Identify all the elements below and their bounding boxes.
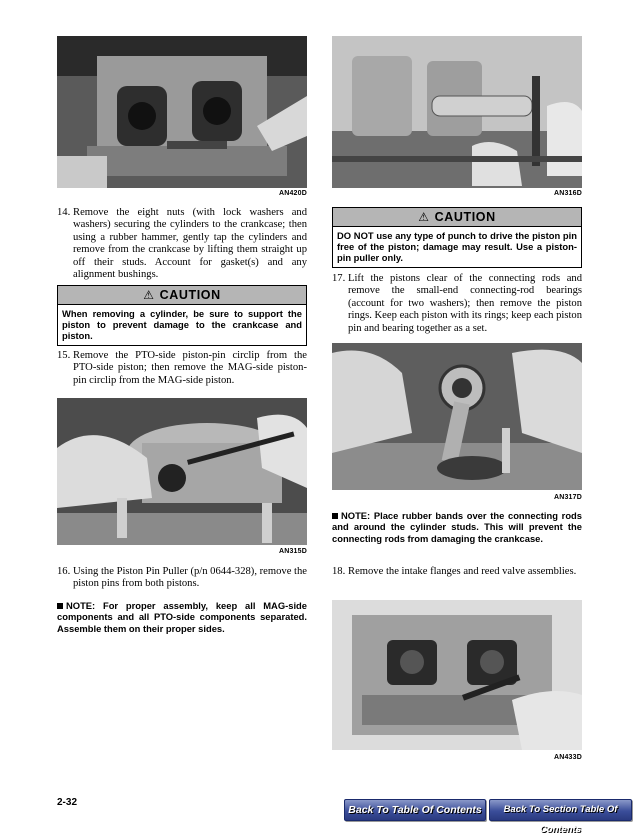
photo-connecting-rod [332, 343, 582, 490]
step-17 [332, 273, 582, 335]
note-text: NOTE: For proper assembly, keep all MAG-side components and all PTO-side components separated. Assemble them on their proper sides. [57, 600, 307, 634]
step-text: Lift the pistons clear of the connecting rods and remove the small-end connecting-rod bearings (account for two washers); then remove the piston rings. Keep each piston with its rings; keep each piston pin and bearing together as a set. [348, 273, 582, 334]
step-number: 14. [57, 207, 71, 218]
note-bullet-icon [332, 513, 338, 519]
note-text: NOTE: Place rubber bands over the connecting rods and around the cylinder studs. This will prevent the connecting rods from damaging the crankcase. [332, 510, 582, 544]
photo-intake-flanges [332, 600, 582, 750]
circlip-photo-drawing [57, 398, 307, 545]
caution-header [333, 208, 581, 227]
photo-circlip-removal [57, 398, 307, 545]
note-assembly [57, 600, 307, 634]
figure-label-an433d: AN433D [553, 754, 582, 761]
step-16 [57, 566, 307, 591]
engine-photo-drawing [57, 36, 307, 188]
note-bullet-icon [57, 603, 63, 609]
puller-photo-drawing [332, 36, 582, 188]
page-number: 2-32 [57, 797, 78, 808]
rod-photo-drawing [332, 343, 582, 490]
figure-label-an420d: AN420D [278, 190, 307, 197]
photo-cylinder-nuts [57, 36, 307, 188]
photo-piston-pin-puller [332, 36, 582, 188]
caution-header [58, 286, 306, 305]
caution-title: CAUTION [434, 210, 496, 224]
back-to-toc-button[interactable]: Back To Table Of Contents [344, 799, 486, 821]
step-text: Remove the intake flanges and reed valve assemblies. [348, 566, 577, 577]
caution-title: CAUTION [159, 288, 221, 302]
step-text: Remove the eight nuts (with lock washers and washers) securing the cylinders to the crankcase; then using a rubber hammer, gently tap the cylinders and remove from the crankcase by lifting them straight up off their studs. Account for gasket(s) and any alignment bushings. [73, 207, 307, 281]
note-rubber-bands [332, 510, 582, 544]
caution-text: DO NOT use any type of punch to drive the piston pin free of the piston; damage may result. Use a piston-pin puller only. [337, 230, 577, 264]
caution-box-punch [332, 207, 582, 268]
back-to-section-toc-button[interactable]: Back To Section Table Of Contents [489, 799, 632, 821]
caution-box-cylinder [57, 285, 307, 346]
step-text: Remove the PTO-side piston-pin circlip from the PTO-side piston; then remove the MAG-side piston-pin circlip from the MAG-side piston. [73, 350, 307, 386]
step-number: 18. [332, 566, 346, 577]
step-number: 16. [57, 566, 71, 577]
step-14 [57, 207, 307, 281]
caution-text: When removing a cylinder, be sure to support the piston to prevent damage to the crankcase and piston. [62, 308, 302, 342]
step-text: Using the Piston Pin Puller (p/n 0644-328), remove the piston pins from both pistons. [73, 566, 307, 590]
warning-triangle-icon: ⚠ [418, 210, 430, 224]
step-18 [332, 566, 582, 578]
figure-label-an317d: AN317D [553, 494, 582, 501]
step-15 [57, 350, 307, 387]
warning-triangle-icon: ⚠ [143, 288, 155, 302]
figure-label-an316d: AN316D [553, 190, 582, 197]
step-number: 15. [57, 350, 71, 361]
figure-label-an315d: AN315D [278, 548, 307, 555]
intake-photo-drawing [332, 600, 582, 750]
step-number: 17. [332, 273, 346, 284]
